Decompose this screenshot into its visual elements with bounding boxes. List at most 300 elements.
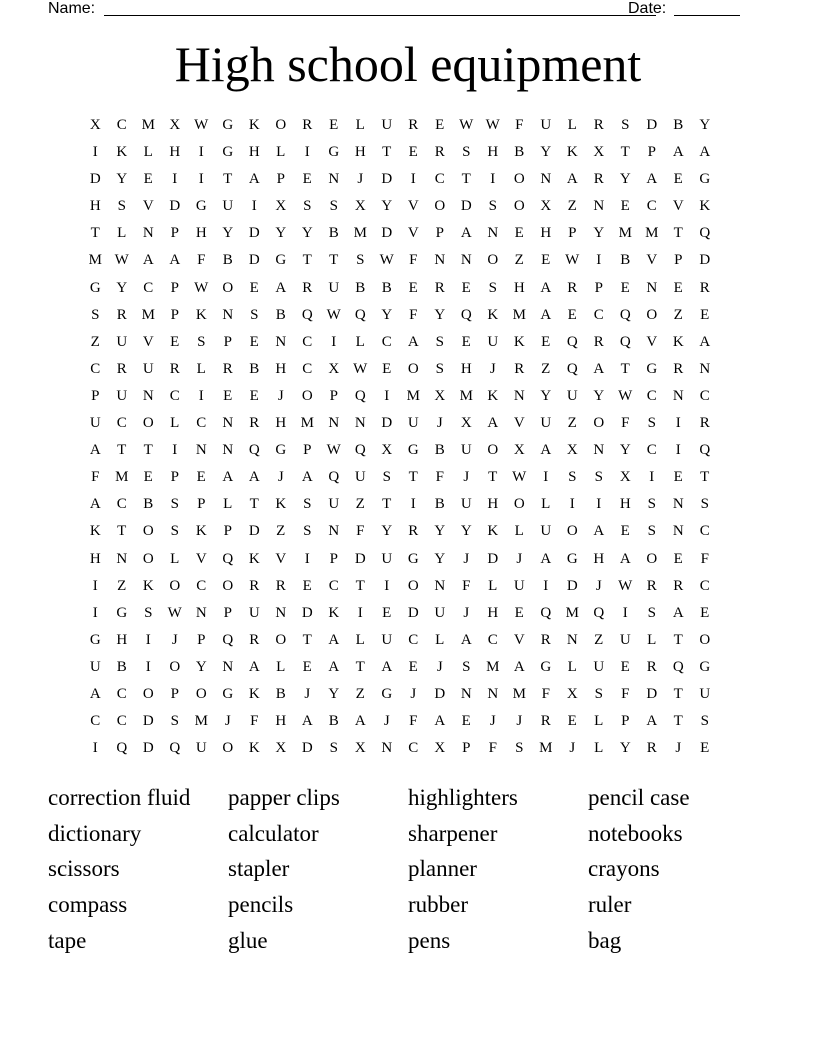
grid-letter[interactable]: P	[329, 550, 338, 567]
grid-letter[interactable]: E	[620, 523, 630, 540]
grid-letter[interactable]: E	[382, 604, 392, 621]
grid-letter[interactable]: S	[435, 333, 444, 350]
grid-letter[interactable]: P	[568, 225, 577, 242]
grid-letter[interactable]: D	[354, 550, 366, 567]
grid-letter[interactable]: G	[699, 658, 711, 675]
grid-letter[interactable]: A	[540, 306, 552, 323]
grid-letter[interactable]: N	[487, 685, 499, 702]
grid-letter[interactable]: T	[249, 496, 259, 513]
grid-letter[interactable]: X	[354, 740, 366, 757]
grid-letter[interactable]: I	[649, 469, 655, 486]
grid-letter[interactable]: Q	[354, 442, 366, 459]
grid-letter[interactable]: E	[382, 360, 392, 377]
grid-letter[interactable]: R	[567, 279, 578, 296]
grid-letter[interactable]: F	[409, 306, 418, 323]
grid-letter[interactable]: U	[699, 685, 711, 702]
grid-letter[interactable]: P	[647, 144, 656, 161]
grid-letter[interactable]: A	[513, 658, 525, 675]
grid-letter[interactable]: M	[88, 252, 102, 269]
grid-letter[interactable]: D	[169, 198, 181, 215]
grid-letter[interactable]: J	[436, 415, 443, 432]
grid-letter[interactable]: P	[170, 685, 179, 702]
grid-letter[interactable]: U	[354, 469, 366, 486]
grid-letter[interactable]: A	[381, 658, 393, 675]
grid-letter[interactable]: E	[408, 144, 418, 161]
grid-letter[interactable]: Y	[540, 144, 552, 161]
grid-letter[interactable]: W	[379, 252, 394, 269]
grid-letter[interactable]: O	[195, 685, 207, 702]
grid-letter[interactable]: S	[170, 496, 179, 513]
grid-letter[interactable]: C	[116, 496, 127, 513]
grid-letter[interactable]: P	[223, 333, 232, 350]
grid-letter[interactable]: K	[89, 523, 101, 540]
grid-letter[interactable]: K	[248, 550, 260, 567]
grid-letter[interactable]: T	[673, 225, 683, 242]
grid-letter[interactable]: Y	[195, 658, 207, 675]
grid-letter[interactable]: J	[304, 685, 311, 702]
grid-letter[interactable]: Y	[381, 523, 393, 540]
grid-letter[interactable]: H	[354, 144, 366, 161]
grid-letter[interactable]: T	[382, 496, 392, 513]
grid-letter[interactable]: A	[434, 713, 446, 730]
grid-letter[interactable]: C	[408, 740, 419, 757]
grid-letter[interactable]: Y	[116, 171, 128, 188]
grid-letter[interactable]: C	[487, 631, 498, 648]
grid-letter[interactable]: Q	[566, 333, 578, 350]
grid-letter[interactable]: I	[410, 171, 416, 188]
grid-letter[interactable]: Z	[594, 631, 604, 648]
grid-letter[interactable]: S	[435, 360, 444, 377]
grid-letter[interactable]: L	[514, 523, 524, 540]
grid-letter[interactable]: R	[673, 360, 684, 377]
grid-letter[interactable]: T	[302, 631, 312, 648]
grid-letter[interactable]: Z	[276, 523, 286, 540]
grid-letter[interactable]: S	[647, 604, 656, 621]
grid-letter[interactable]: W	[459, 117, 474, 133]
grid-letter[interactable]: Q	[169, 740, 181, 757]
grid-letter[interactable]: H	[513, 279, 525, 296]
grid-letter[interactable]: Q	[301, 306, 313, 323]
grid-letter[interactable]: G	[699, 171, 711, 188]
grid-letter[interactable]: E	[567, 713, 577, 730]
grid-letter[interactable]: O	[142, 685, 154, 702]
grid-letter[interactable]: F	[462, 577, 471, 594]
grid-letter[interactable]: S	[621, 117, 630, 133]
grid-letter[interactable]: L	[355, 631, 365, 648]
grid-letter[interactable]: U	[328, 496, 340, 513]
grid-letter[interactable]: D	[699, 252, 711, 269]
grid-letter[interactable]: R	[673, 577, 684, 594]
grid-letter[interactable]: D	[89, 171, 101, 188]
grid-letter[interactable]: V	[195, 550, 207, 567]
grid-letter[interactable]: S	[568, 469, 577, 486]
grid-letter[interactable]: U	[460, 496, 472, 513]
grid-letter[interactable]: P	[462, 740, 471, 757]
grid-letter[interactable]: Y	[301, 225, 313, 242]
grid-letter[interactable]: D	[381, 415, 393, 432]
grid-letter[interactable]: T	[117, 442, 127, 459]
grid-letter[interactable]: I	[304, 144, 310, 161]
grid-letter[interactable]: P	[435, 225, 444, 242]
grid-letter[interactable]: O	[513, 171, 525, 188]
grid-letter[interactable]: U	[89, 658, 101, 675]
grid-letter[interactable]: R	[249, 577, 260, 594]
grid-letter[interactable]: D	[566, 577, 578, 594]
grid-letter[interactable]: R	[540, 713, 551, 730]
grid-letter[interactable]: Q	[354, 387, 366, 404]
grid-letter[interactable]: M	[141, 117, 155, 133]
grid-letter[interactable]: U	[116, 333, 128, 350]
grid-letter[interactable]: S	[170, 523, 179, 540]
grid-letter[interactable]: N	[354, 415, 366, 432]
grid-letter[interactable]: S	[594, 469, 603, 486]
grid-letter[interactable]: R	[434, 144, 445, 161]
grid-letter[interactable]: Q	[699, 225, 711, 242]
grid-letter[interactable]: H	[619, 496, 631, 513]
grid-letter[interactable]: S	[462, 144, 471, 161]
grid-letter[interactable]: Y	[222, 225, 234, 242]
grid-letter[interactable]: G	[195, 198, 207, 215]
grid-letter[interactable]: D	[460, 198, 472, 215]
grid-letter[interactable]: L	[594, 713, 604, 730]
grid-letter[interactable]: D	[381, 171, 393, 188]
grid-letter[interactable]: H	[275, 360, 287, 377]
grid-letter[interactable]: O	[646, 550, 658, 567]
grid-letter[interactable]: N	[566, 631, 578, 648]
grid-letter[interactable]: V	[646, 333, 658, 350]
grid-letter[interactable]: O	[301, 387, 313, 404]
grid-letter[interactable]: G	[89, 279, 101, 296]
grid-letter[interactable]: O	[513, 198, 525, 215]
grid-letter[interactable]: C	[646, 442, 657, 459]
grid-letter[interactable]: U	[195, 740, 207, 757]
grid-letter[interactable]: R	[593, 117, 604, 133]
grid-letter[interactable]: Y	[619, 442, 631, 459]
grid-letter[interactable]: H	[195, 225, 207, 242]
grid-letter[interactable]: T	[408, 469, 418, 486]
grid-letter[interactable]: C	[169, 387, 180, 404]
grid-letter[interactable]: A	[460, 225, 472, 242]
grid-letter[interactable]: R	[593, 171, 604, 188]
grid-letter[interactable]: E	[329, 117, 339, 133]
grid-letter[interactable]: K	[328, 604, 340, 621]
grid-letter[interactable]: F	[356, 523, 365, 540]
grid-letter[interactable]: E	[700, 740, 710, 757]
grid-letter[interactable]: R	[646, 740, 657, 757]
grid-letter[interactable]: N	[487, 225, 499, 242]
grid-letter[interactable]: J	[224, 713, 231, 730]
grid-letter[interactable]: T	[673, 631, 683, 648]
grid-letter[interactable]: F	[621, 685, 630, 702]
grid-letter[interactable]: P	[197, 496, 206, 513]
grid-letter[interactable]: L	[196, 360, 206, 377]
grid-letter[interactable]: O	[593, 415, 605, 432]
grid-letter[interactable]: E	[673, 550, 683, 567]
grid-letter[interactable]: B	[222, 252, 233, 269]
grid-letter[interactable]: A	[142, 252, 154, 269]
grid-letter[interactable]: D	[407, 604, 419, 621]
grid-letter[interactable]: M	[141, 306, 155, 323]
grid-letter[interactable]: N	[672, 496, 684, 513]
grid-letter[interactable]: J	[489, 713, 496, 730]
grid-letter[interactable]: M	[539, 740, 553, 757]
grid-letter[interactable]: Y	[434, 306, 446, 323]
grid-letter[interactable]: D	[434, 685, 446, 702]
grid-letter[interactable]: C	[196, 415, 207, 432]
grid-letter[interactable]: O	[222, 279, 234, 296]
grid-letter[interactable]: U	[619, 631, 631, 648]
grid-letter[interactable]: U	[593, 658, 605, 675]
grid-letter[interactable]: L	[170, 415, 180, 432]
grid-letter[interactable]: Q	[619, 333, 631, 350]
grid-letter[interactable]: N	[142, 387, 154, 404]
grid-letter[interactable]: O	[407, 360, 419, 377]
grid-letter[interactable]: E	[514, 604, 524, 621]
grid-letter[interactable]: L	[567, 117, 577, 133]
grid-letter[interactable]: A	[699, 333, 711, 350]
grid-letter[interactable]: A	[672, 144, 684, 161]
grid-letter[interactable]: N	[275, 333, 287, 350]
grid-letter[interactable]: A	[619, 550, 631, 567]
grid-letter[interactable]: O	[142, 415, 154, 432]
grid-letter[interactable]: E	[435, 117, 445, 133]
grid-letter[interactable]: M	[618, 225, 632, 242]
grid-letter[interactable]: A	[699, 144, 711, 161]
grid-letter[interactable]: O	[699, 631, 711, 648]
grid-letter[interactable]: J	[489, 360, 496, 377]
grid-letter[interactable]: W	[618, 577, 633, 594]
grid-letter[interactable]: M	[512, 685, 526, 702]
grid-letter[interactable]: N	[275, 604, 287, 621]
grid-letter[interactable]: J	[436, 658, 443, 675]
grid-letter[interactable]: U	[222, 198, 234, 215]
grid-letter[interactable]: R	[249, 631, 260, 648]
grid-letter[interactable]: I	[304, 550, 310, 567]
grid-letter[interactable]: H	[540, 225, 552, 242]
grid-letter[interactable]: Y	[593, 225, 605, 242]
grid-letter[interactable]: D	[142, 713, 154, 730]
grid-letter[interactable]: G	[222, 117, 234, 133]
grid-letter[interactable]: V	[142, 198, 154, 215]
grid-letter[interactable]: R	[116, 306, 127, 323]
grid-letter[interactable]: B	[381, 279, 392, 296]
grid-letter[interactable]: A	[407, 333, 419, 350]
grid-letter[interactable]: A	[593, 360, 605, 377]
grid-letter[interactable]: X	[513, 442, 525, 459]
grid-letter[interactable]: P	[91, 387, 100, 404]
grid-letter[interactable]: J	[516, 713, 523, 730]
grid-letter[interactable]: U	[460, 442, 472, 459]
grid-letter[interactable]: Q	[222, 550, 234, 567]
grid-letter[interactable]: R	[302, 279, 313, 296]
grid-letter[interactable]: N	[434, 252, 446, 269]
grid-letter[interactable]: H	[89, 550, 101, 567]
grid-letter[interactable]: I	[172, 442, 178, 459]
grid-letter[interactable]: C	[116, 685, 127, 702]
grid-letter[interactable]: G	[89, 631, 101, 648]
grid-letter[interactable]: F	[621, 415, 630, 432]
grid-letter[interactable]: V	[407, 198, 419, 215]
grid-letter[interactable]: F	[435, 469, 444, 486]
grid-letter[interactable]: Q	[328, 469, 340, 486]
grid-letter[interactable]: J	[463, 469, 470, 486]
grid-letter[interactable]: N	[513, 387, 525, 404]
grid-letter[interactable]: E	[249, 387, 259, 404]
grid-letter[interactable]: E	[541, 252, 551, 269]
grid-letter[interactable]: G	[566, 550, 578, 567]
grid-letter[interactable]: E	[567, 306, 577, 323]
grid-letter[interactable]: J	[410, 685, 417, 702]
grid-letter[interactable]: W	[194, 279, 209, 296]
grid-letter[interactable]: A	[540, 550, 552, 567]
grid-letter[interactable]: M	[406, 387, 420, 404]
grid-letter[interactable]: N	[222, 306, 234, 323]
grid-letter[interactable]: E	[196, 469, 206, 486]
grid-letter[interactable]: H	[487, 604, 499, 621]
grid-letter[interactable]: K	[566, 144, 578, 161]
grid-letter[interactable]: E	[700, 604, 710, 621]
grid-letter[interactable]: X	[381, 442, 393, 459]
grid-letter[interactable]: I	[92, 577, 98, 594]
grid-letter[interactable]: I	[357, 604, 363, 621]
grid-letter[interactable]: P	[329, 387, 338, 404]
grid-letter[interactable]: R	[646, 658, 657, 675]
grid-letter[interactable]: I	[331, 333, 337, 350]
grid-letter[interactable]: A	[248, 658, 260, 675]
grid-letter[interactable]: P	[303, 442, 312, 459]
grid-letter[interactable]: X	[619, 469, 631, 486]
grid-letter[interactable]: N	[699, 360, 711, 377]
grid-letter[interactable]: T	[673, 713, 683, 730]
grid-letter[interactable]: E	[302, 171, 312, 188]
grid-letter[interactable]: A	[566, 171, 578, 188]
grid-letter[interactable]: I	[490, 171, 496, 188]
grid-letter[interactable]: W	[618, 387, 633, 404]
grid-letter[interactable]: I	[198, 144, 204, 161]
grid-letter[interactable]: E	[541, 333, 551, 350]
grid-letter[interactable]: O	[487, 252, 499, 269]
grid-letter[interactable]: U	[540, 415, 552, 432]
grid-letter[interactable]: B	[143, 496, 154, 513]
grid-letter[interactable]: V	[142, 333, 154, 350]
grid-letter[interactable]: A	[248, 171, 260, 188]
grid-letter[interactable]: O	[434, 198, 446, 215]
grid-letter[interactable]: A	[672, 604, 684, 621]
grid-letter[interactable]: N	[672, 387, 684, 404]
grid-letter[interactable]: W	[114, 252, 129, 269]
grid-letter[interactable]: W	[326, 442, 341, 459]
grid-letter[interactable]: L	[594, 740, 604, 757]
grid-letter[interactable]: C	[381, 333, 392, 350]
grid-letter[interactable]: Q	[116, 740, 128, 757]
grid-letter[interactable]: Q	[460, 306, 472, 323]
grid-letter[interactable]: X	[354, 198, 366, 215]
grid-letter[interactable]: A	[301, 713, 313, 730]
grid-letter[interactable]: S	[303, 523, 312, 540]
grid-letter[interactable]: O	[142, 550, 154, 567]
grid-letter[interactable]: A	[301, 469, 313, 486]
grid-letter[interactable]: A	[354, 713, 366, 730]
grid-letter[interactable]: P	[170, 306, 179, 323]
grid-letter[interactable]: W	[326, 306, 341, 323]
grid-letter[interactable]: S	[170, 713, 179, 730]
grid-letter[interactable]: I	[410, 496, 416, 513]
grid-letter[interactable]: G	[275, 442, 287, 459]
grid-letter[interactable]: G	[381, 685, 393, 702]
grid-letter[interactable]: D	[248, 523, 260, 540]
grid-letter[interactable]: U	[434, 604, 446, 621]
grid-letter[interactable]: J	[463, 604, 470, 621]
grid-letter[interactable]: X	[328, 360, 340, 377]
grid-letter[interactable]: I	[596, 252, 602, 269]
grid-letter[interactable]: V	[275, 550, 287, 567]
grid-letter[interactable]: N	[593, 198, 605, 215]
grid-letter[interactable]: C	[646, 198, 657, 215]
grid-letter[interactable]: P	[621, 713, 630, 730]
grid-letter[interactable]: C	[699, 387, 710, 404]
grid-letter[interactable]: F	[541, 685, 550, 702]
grid-letter[interactable]: O	[222, 740, 234, 757]
grid-letter[interactable]: R	[646, 577, 657, 594]
grid-letter[interactable]: W	[512, 469, 527, 486]
grid-letter[interactable]: I	[622, 604, 628, 621]
grid-letter[interactable]: U	[540, 523, 552, 540]
grid-letter[interactable]: X	[460, 415, 472, 432]
grid-letter[interactable]: L	[355, 117, 365, 133]
grid-letter[interactable]: T	[223, 171, 233, 188]
grid-letter[interactable]: C	[196, 577, 207, 594]
grid-letter[interactable]: G	[328, 144, 340, 161]
grid-letter[interactable]: U	[487, 333, 499, 350]
grid-letter[interactable]: D	[646, 117, 658, 133]
grid-letter[interactable]: R	[302, 117, 313, 133]
grid-letter[interactable]: I	[384, 577, 390, 594]
grid-letter[interactable]: H	[593, 550, 605, 567]
grid-letter[interactable]: T	[90, 225, 100, 242]
grid-letter[interactable]: F	[488, 740, 497, 757]
grid-letter[interactable]: S	[197, 333, 206, 350]
grid-letter[interactable]: Q	[699, 442, 711, 459]
grid-letter[interactable]: M	[459, 387, 473, 404]
grid-letter[interactable]: B	[355, 279, 366, 296]
grid-letter[interactable]: X	[566, 442, 578, 459]
grid-letter[interactable]: N	[222, 415, 234, 432]
grid-letter[interactable]: N	[593, 442, 605, 459]
grid-letter[interactable]: M	[565, 604, 579, 621]
grid-letter[interactable]: I	[543, 469, 549, 486]
grid-letter[interactable]: H	[169, 144, 181, 161]
grid-letter[interactable]: J	[277, 469, 284, 486]
grid-letter[interactable]: F	[409, 252, 418, 269]
grid-letter[interactable]: D	[301, 604, 313, 621]
grid-letter[interactable]: L	[170, 550, 180, 567]
grid-letter[interactable]: W	[167, 604, 182, 621]
grid-letter[interactable]: H	[89, 198, 101, 215]
grid-letter[interactable]: K	[487, 306, 499, 323]
grid-letter[interactable]: D	[248, 225, 260, 242]
grid-letter[interactable]: I	[251, 198, 257, 215]
grid-letter[interactable]: N	[195, 442, 207, 459]
grid-letter[interactable]: J	[383, 713, 390, 730]
grid-letter[interactable]: D	[487, 550, 499, 567]
grid-letter[interactable]: W	[353, 360, 368, 377]
grid-letter[interactable]: K	[116, 144, 128, 161]
grid-letter[interactable]: Q	[540, 604, 552, 621]
grid-letter[interactable]: M	[645, 225, 659, 242]
grid-letter[interactable]: N	[328, 171, 340, 188]
grid-letter[interactable]: B	[514, 144, 525, 161]
grid-letter[interactable]: E	[620, 198, 630, 215]
